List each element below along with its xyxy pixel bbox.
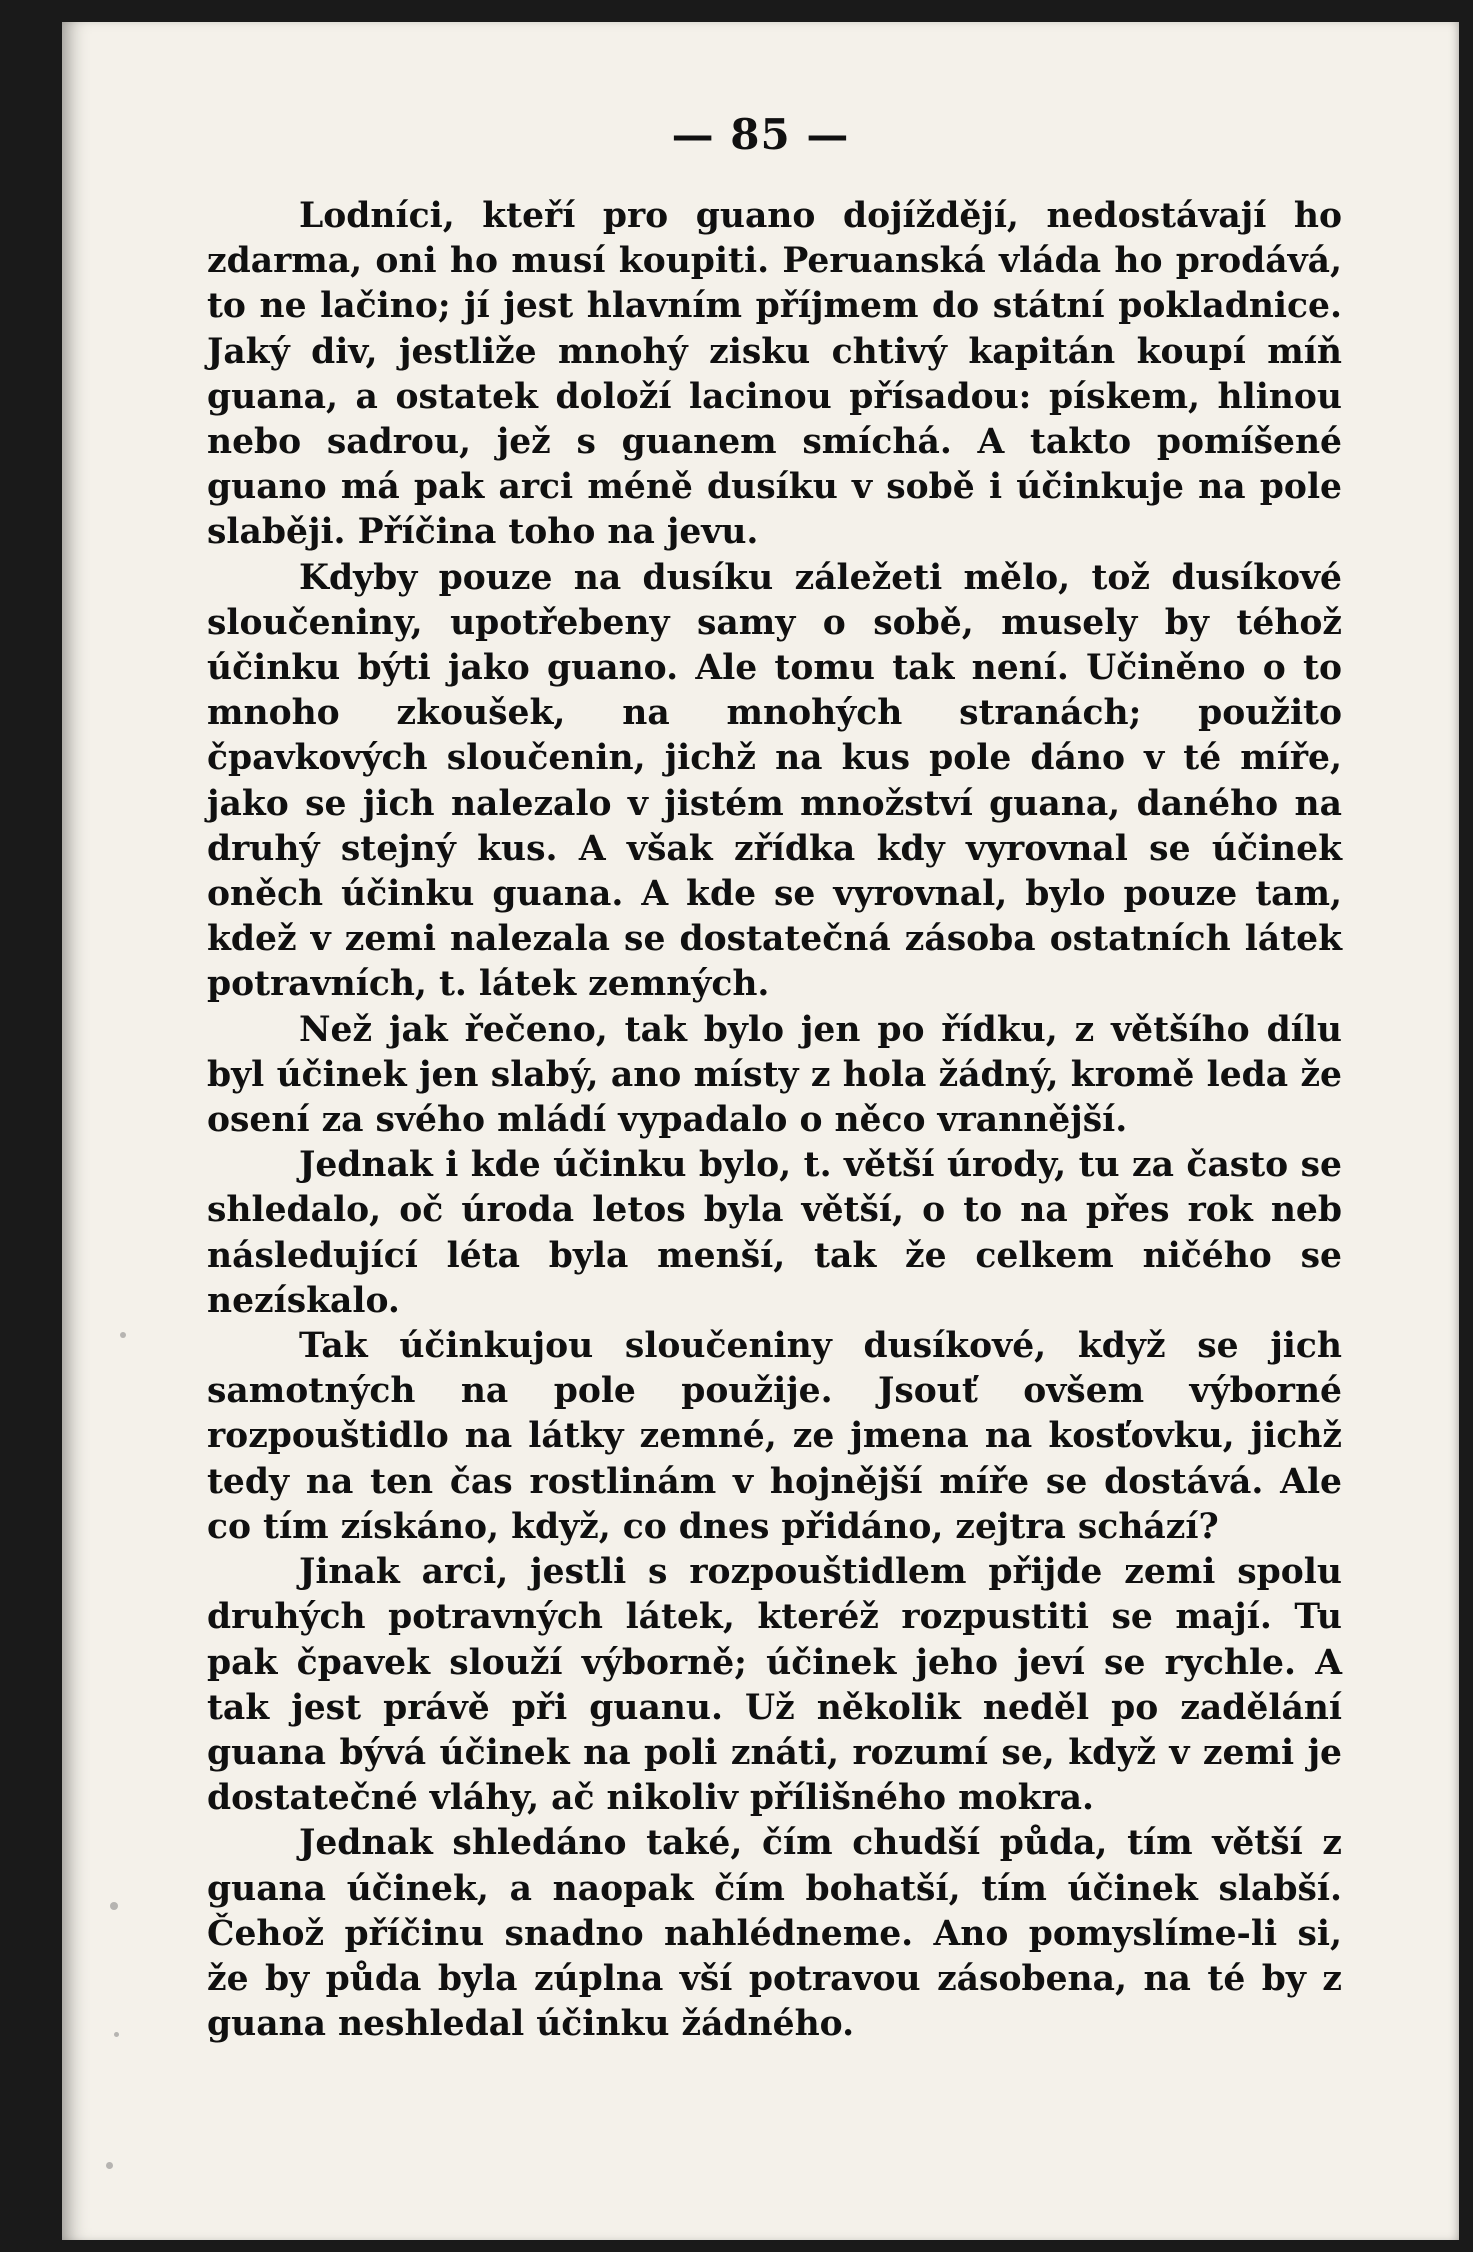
paragraph-4: Jednak i kde účinku bylo, t. větší úrody, tu za často se shledalo, oč úroda letos byla větší, o to na přes rok neb následující léta byla menší, tak že celkem ničého se nezískalo. — [207, 1145, 1342, 1321]
book-page — [62, 22, 1459, 2240]
page-number: — 85 — — [671, 110, 850, 159]
paragraph-2: Kdyby pouze na dusíku záležeti mělo, tož dusíkové sloučeniny, upotřebeny samy o sobě, musely by téhož účinku býti jako guano. Ale tomu tak není. Učiněno o to mnoho zkoušek, na mnohých stranách; použito čpavkových sloučenin, jichž na kus pole dáno v té míře, jako se jich nalezalo v jistém množství guana, daného na druhý stejný kus. A však zřídka kdy vyrovnal se účinek oněch účinku guana. A kde se vyrovnal, bylo pouze tam, kdež v zemi nalezala se dostatečná zásoba ostatních látek potravních, t. látek zemných. — [207, 557, 1342, 1005]
paragraph-3: Než jak řečeno, tak bylo jen po řídku, z většího dílu byl účinek jen slabý, ano místy z hola žádný, kromě leda že osení za svého mládí vypadalo o něco vrannější. — [207, 1009, 1342, 1141]
paragraph-5: Tak účinkujou sloučeniny dusíkové, když se jich samotných na pole použije. Jsouť ovšem výborné rozpouštidlo na látky zemné, ze jmena na kosťovku, jichž tedy na ten čas rostlinám v hojnější míře se dostává. Ale co tím získáno, když, co dnes přidáno, zejtra schází? — [207, 1326, 1342, 1547]
paragraph-6: Jinak arci, jestli s rozpouštidlem přijde zemi spolu druhých potravných látek, kteréž rozpustiti se mají. Tu pak čpavek slouží výborně; účinek jeho jeví se rychle. A tak jest právě při guanu. Už několik neděl po zadělání guana bývá účinek na poli znáti, rozumí se, když v zemi je dostatečné vláhy, ač nikoliv přílišného mokra. — [207, 1552, 1342, 1819]
paragraph-7: Jednak shledáno také, čím chudší půda, tím větší z guana účinek, a naopak čím bohatší, tím účinek slabší. Čehož příčinu snadno nahlédneme. Ano pomyslíme-li si, že by půda byla zúplna vší potravou zásobena, na té by z guana neshledal účinku žádného. — [207, 1823, 1342, 2045]
body-text — [207, 194, 1342, 2047]
print-speck — [120, 1332, 126, 1338]
print-speck — [106, 2162, 113, 2169]
print-speck — [114, 2032, 119, 2037]
print-speck — [110, 1902, 118, 1910]
paragraph-1: Lodníci, kteří pro guano dojíždějí, nedostávají ho zdarma, oni ho musí koupiti. Peruanská vláda ho prodává, to ne lačino; jí jest hlavním příjmem do státní pokladnice. Jaký div, jestliže mnohý zisku chtivý kapitán koupí míň guana, a ostatek doloží lacinou přísadou: pískem, hlinou nebo sadrou, jež s guanem smíchá. A takto pomíšené guano má pak arci méně dusíku v sobě i účinkuje na pole slaběji. Příčina toho na jevu. — [207, 196, 1342, 553]
